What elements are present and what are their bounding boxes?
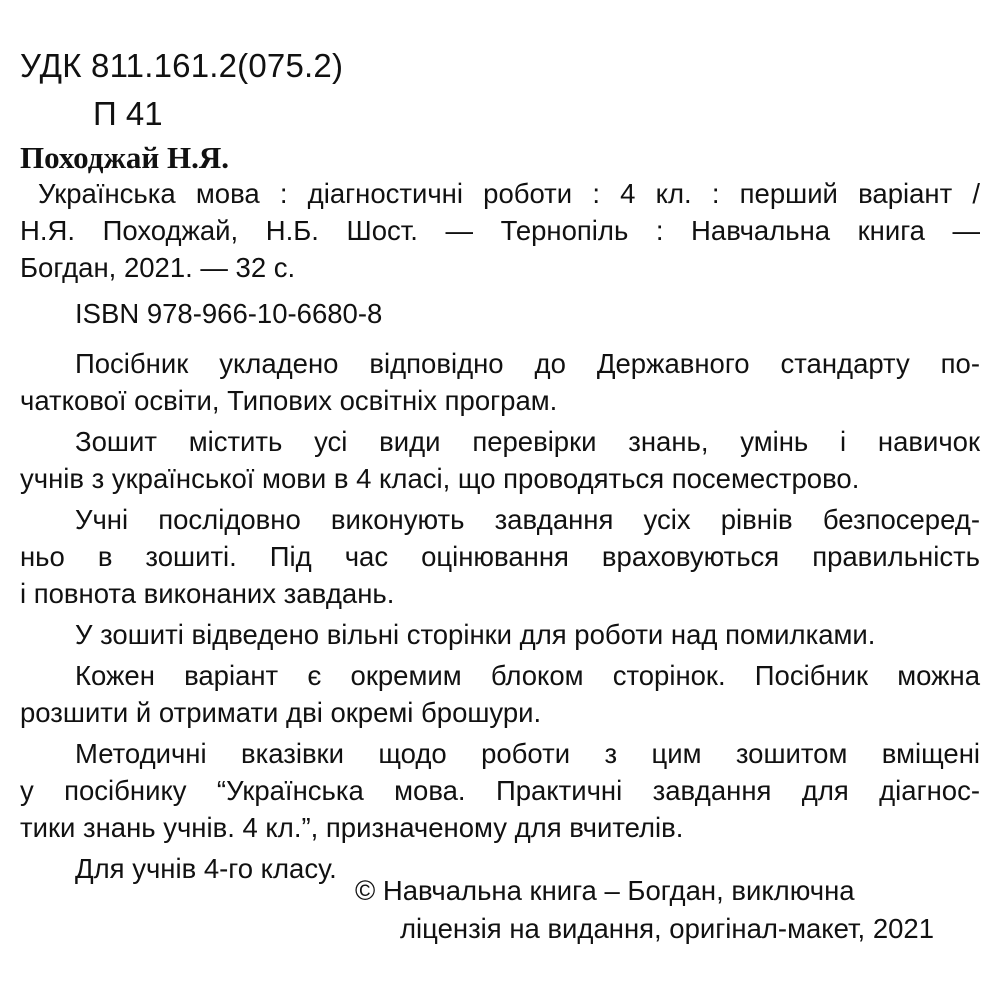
annotation-paragraph: [20, 345, 980, 419]
annotation-line: Кожен варіант є окремим блоком сторінок. Посібник можна: [75, 660, 980, 691]
annotation-line: у посібнику “Українська мова. Практичні завдання для діагнос-: [20, 775, 980, 806]
isbn: ISBN 978-966-10-6680-8: [75, 298, 383, 329]
annotation-line: Посібник укладено відповідно до Державного стандарту по-: [75, 348, 980, 379]
bibliographic-line: Богдан, 2021. — 32 с.: [20, 252, 296, 283]
annotation-line: чаткової освіти, Типових освітніх програм.: [20, 385, 558, 416]
annotation-line: Учні послідовно виконують завдання усіх рівнів безпосеред-: [75, 504, 980, 535]
annotation-line: У зошиті відведено вільні сторінки для роботи над помилками.: [75, 619, 876, 650]
annotation-line: Зошит містить усі види перевірки знань, умінь і навичок: [75, 426, 980, 457]
annotation-paragraph: [20, 735, 980, 846]
copyright-line: ліцензія на видання, оригінал-макет, 2021: [400, 913, 935, 944]
copyright-notice: [355, 872, 934, 948]
annotation-paragraph: [20, 657, 980, 731]
author-heading: Походжай Н.Я.: [20, 140, 230, 175]
bibliographic-line: Н.Я. Походжай, Н.Б. Шост. — Тернопіль : Навчальна книга —: [20, 215, 980, 246]
annotation-paragraph: [20, 501, 980, 612]
annotation-line: і повнота виконаних завдань.: [20, 578, 395, 609]
annotation-line: тики знань учнів. 4 кл.”, призначеному для вчителів.: [20, 812, 684, 843]
bibliographic-line: Українська мова : діагностичні роботи : 4 кл. : перший варіант /: [38, 178, 980, 209]
annotation-line: Для учнів 4-го класу.: [75, 853, 337, 884]
udk-code: УДК 811.161.2(075.2): [20, 47, 344, 84]
copyright-line: © Навчальна книга – Богдан, виключна: [355, 875, 855, 906]
annotation-line: Методичні вказівки щодо роботи з цим зошитом вміщені: [75, 738, 980, 769]
annotation-line: учнів з української мови в 4 класі, що проводяться посеместрово.: [20, 463, 860, 494]
annotation-paragraph: [20, 616, 980, 653]
author-mark: П 41: [93, 95, 163, 132]
bibliographic-description: [20, 175, 980, 286]
annotation: [20, 345, 980, 887]
annotation-line: ньо в зошиті. Під час оцінювання враховуються правильність: [20, 541, 980, 572]
annotation-line: розшити й отримати дві окремі брошури.: [20, 697, 542, 728]
annotation-paragraph: [20, 423, 980, 497]
